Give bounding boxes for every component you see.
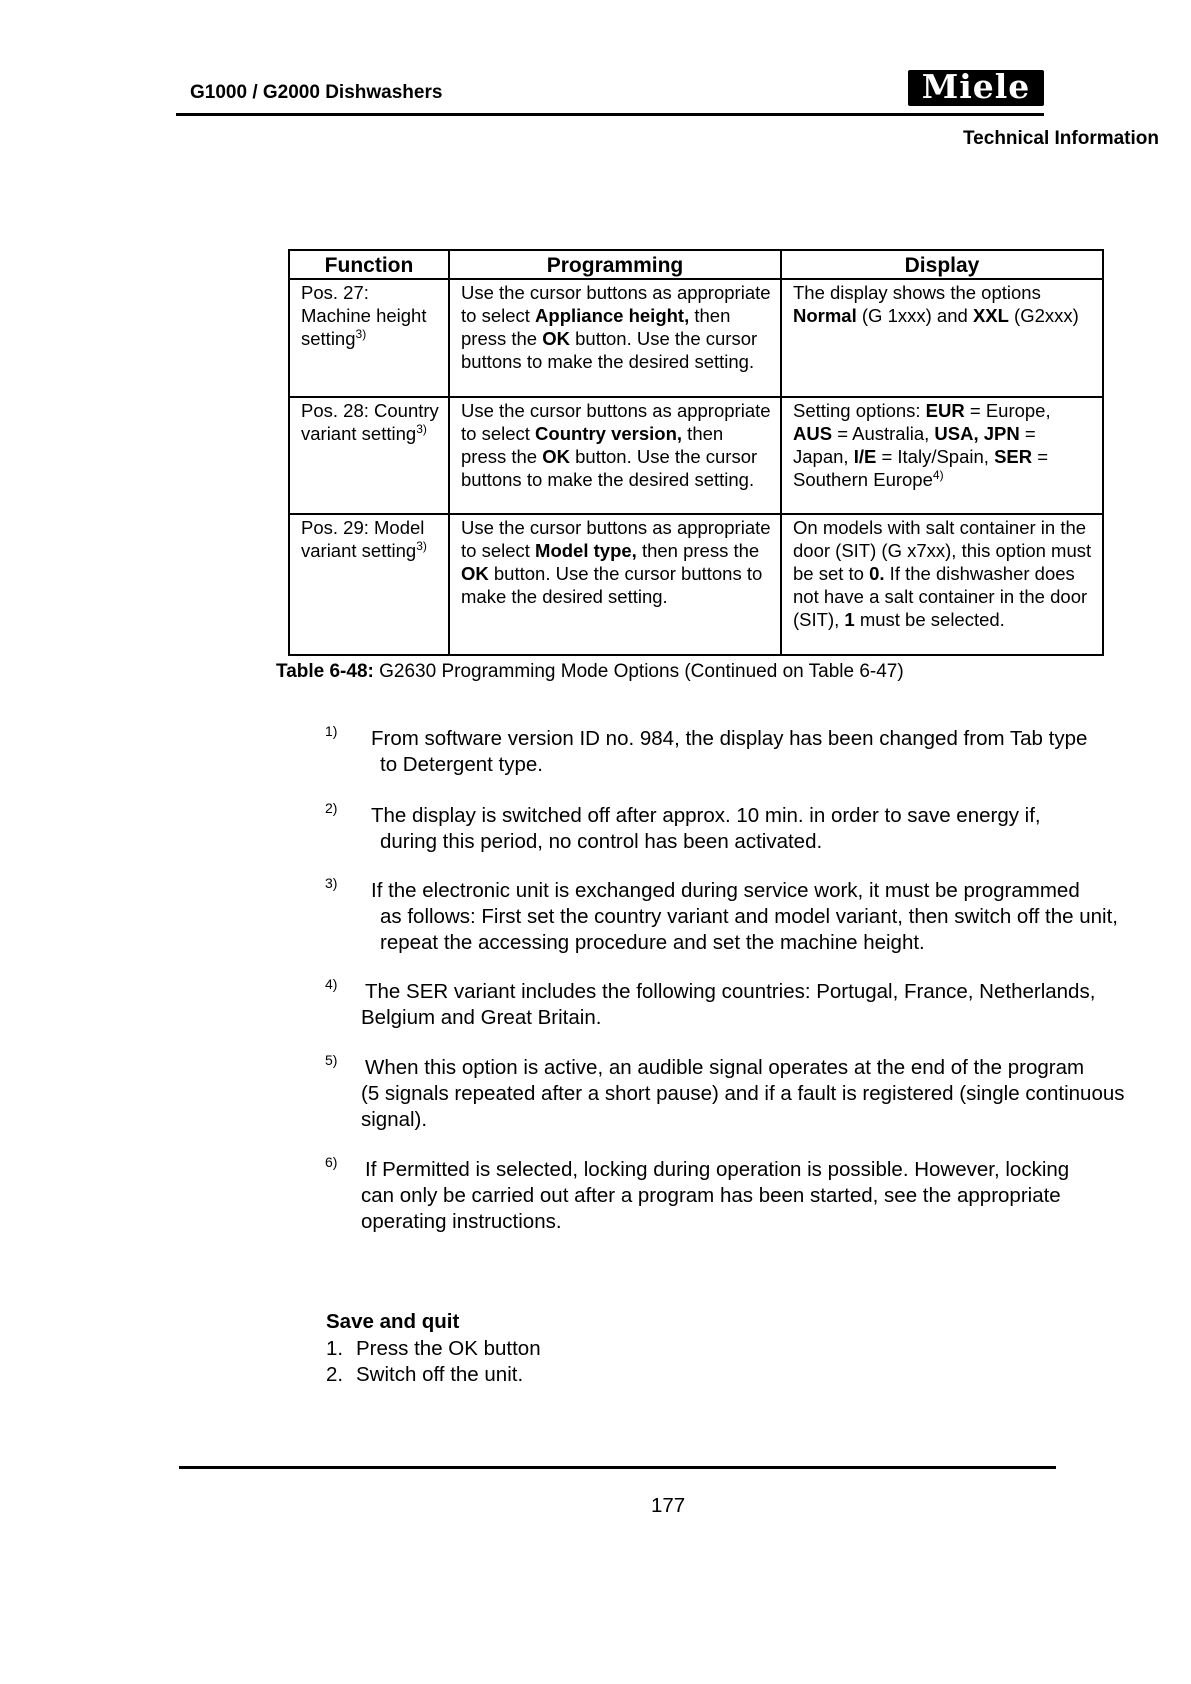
function-cell [289, 279, 449, 397]
table-row [289, 279, 1103, 397]
footnote-text: as follows: First set the country variant and model variant, then switch off the unit, repeat the accessing procedure and set the machine height. [380, 905, 1118, 954]
table-row [289, 514, 1103, 655]
programming-cell [449, 279, 781, 397]
table-body [289, 279, 1103, 655]
column-header-function: Function [289, 250, 449, 279]
display-text: must be selected. [854, 609, 1005, 630]
footnote-marker: 5) [325, 1052, 338, 1068]
programming-text: then press the [461, 305, 731, 349]
footnote [325, 1052, 1155, 1133]
function-text: Pos. 28: Country variant setting [301, 400, 439, 444]
footer-divider [179, 1466, 1056, 1469]
programming-cell [449, 514, 781, 655]
footnote-body [325, 1055, 1155, 1133]
footnote-marker: 3) [325, 875, 338, 891]
display-text: (G2xxx) [1008, 305, 1079, 326]
footnote-ref: 3) [416, 539, 427, 553]
footnote-text: during this period, no control has been activated. [380, 830, 823, 853]
footnote-text: When this option is active, an audible signal operates at the end of the program [365, 1056, 1085, 1079]
programming-options-table [288, 249, 1104, 656]
step-number: 2. [326, 1363, 344, 1386]
programming-text: button. Use the cursor buttons to make the desired setting. [461, 446, 758, 490]
display-cell [781, 514, 1103, 655]
footnote-ref: 3) [416, 422, 427, 436]
table-caption [276, 661, 904, 683]
display-text: EUR [925, 400, 965, 421]
programming-text: Country version, [535, 423, 683, 444]
footnote-text: to Detergent type. [380, 753, 543, 776]
column-header-programming: Programming [449, 250, 781, 279]
footnote-text: If Permitted is selected, locking during operation is possible. However, locking [365, 1158, 1070, 1181]
display-cell [781, 397, 1103, 514]
display-cell [781, 279, 1103, 397]
display-text: USA, JPN [934, 423, 1020, 444]
programming-text: Use the cursor buttons as appropriate to select [461, 517, 771, 561]
display-text: = Australia, [832, 423, 935, 444]
table-header-row [289, 250, 1103, 279]
display-text: SER [994, 446, 1033, 467]
programming-text: Use the cursor buttons as appropriate to select [461, 282, 771, 326]
step-number: 1. [326, 1337, 344, 1360]
footnote-marker: 1) [325, 723, 338, 739]
footnote-text: The display is switched off after approx. 10 min. in order to save energy if, [371, 804, 1041, 827]
display-text: XXL [972, 305, 1009, 326]
document-subtitle: Technical Information [962, 128, 1159, 149]
footnote [325, 1154, 1155, 1235]
footnote-text: Belgium and Great Britain. [361, 1006, 602, 1029]
display-text: If the dishwasher does not have a salt container in the door (SIT), [793, 563, 1088, 630]
table-caption-label: Table 6-48: [276, 661, 374, 682]
footnote-marker: 2) [325, 800, 338, 816]
footnote-ref: 4) [932, 468, 944, 482]
footnote-text: (5 signals repeated after a short pause) and if a fault is registered (single continuous signal). [361, 1082, 1125, 1131]
svg-text:Miele: Miele [921, 70, 1031, 106]
function-text: Pos. 27: Machine height setting [301, 282, 427, 349]
function-cell [289, 397, 449, 514]
display-text: (G 1xxx) and [856, 305, 973, 326]
footnote-marker: 4) [325, 976, 338, 992]
display-text: AUS [793, 423, 833, 444]
document-title: G1000 / G2000 Dishwashers [190, 82, 443, 103]
footnote-body [325, 878, 1155, 956]
display-text: I/E [853, 446, 877, 467]
programming-text: button. Use the cursor buttons to make the desired setting. [461, 563, 763, 607]
footnote [325, 976, 1155, 1031]
footnote-ref: 3) [355, 327, 367, 341]
page-number: 177 [651, 1494, 686, 1517]
display-text: = Japan, [793, 423, 1036, 467]
save-quit-title: Save and quit [326, 1310, 460, 1333]
footnote [325, 875, 1155, 956]
footnote-text: can only be carried out after a program has been started, see the appropriate operating instructions. [361, 1184, 1061, 1233]
display-text: 0. [869, 563, 885, 584]
step-text: Switch off the unit. [356, 1363, 524, 1386]
footnote-text: The SER variant includes the following countries: Portugal, France, Netherlands, [365, 980, 1096, 1003]
programming-text: button. Use the cursor buttons to make the desired setting. [461, 328, 758, 372]
list-item [326, 1362, 541, 1388]
programming-text: OK [461, 563, 489, 584]
footnote [325, 723, 1155, 778]
programming-text: Use the cursor buttons as appropriate to select [461, 400, 771, 444]
footnote-body [325, 979, 1155, 1031]
table-caption-text: G2630 Programming Mode Options (Continued on Table 6-47) [373, 661, 904, 682]
display-text: = Southern Europe [793, 446, 1049, 490]
display-text: Setting options: [793, 400, 926, 421]
column-header-display: Display [781, 250, 1103, 279]
programming-text: OK [542, 446, 570, 467]
programming-cell [449, 397, 781, 514]
function-text: Pos. 29: Model variant setting [301, 517, 425, 561]
programming-text: OK [542, 328, 570, 349]
display-text: On models with salt container in the door (SIT) (G x7xx), this option must be set to [793, 517, 1092, 584]
save-quit-steps [326, 1336, 541, 1388]
display-text: 1 [844, 609, 855, 630]
function-cell [289, 514, 449, 655]
programming-text: then press the [461, 423, 724, 467]
programming-text: then press the [636, 540, 760, 561]
footnote-body [325, 803, 1155, 855]
table-row [289, 397, 1103, 514]
footnote-body [325, 1157, 1155, 1235]
footnote [325, 800, 1155, 855]
footnote-marker: 6) [325, 1154, 338, 1170]
footnote-body [325, 726, 1155, 778]
display-text: = Italy/Spain, [876, 446, 995, 467]
display-text: Normal [793, 305, 857, 326]
display-text: The display shows the options [793, 282, 1041, 303]
footnote-text: From software version ID no. 984, the display has been changed from Tab type [371, 727, 1088, 750]
step-text: Press the OK button [356, 1337, 541, 1360]
list-item [326, 1336, 541, 1362]
programming-text: Appliance height, [535, 305, 690, 326]
miele-logo [908, 70, 1044, 106]
footnote-text: If the electronic unit is exchanged during service work, it must be programmed [371, 879, 1080, 902]
header-divider [176, 113, 1044, 116]
display-text: = Europe, [964, 400, 1051, 421]
programming-text: Model type, [535, 540, 637, 561]
